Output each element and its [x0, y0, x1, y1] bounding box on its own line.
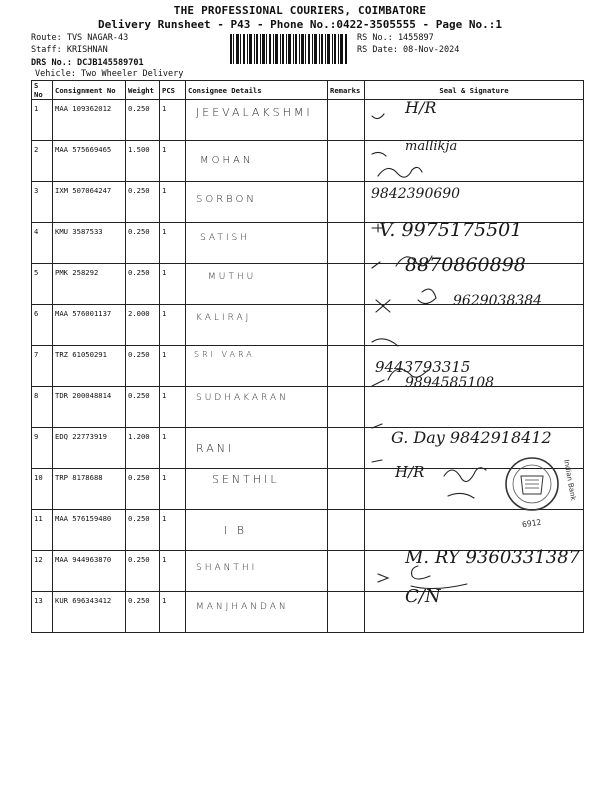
- signature-text: 9629038384: [453, 293, 543, 309]
- signature-cell: [365, 182, 584, 223]
- consignee-name: MOHAN: [200, 155, 254, 166]
- company-title: THE PROFESSIONAL COURIERS, COIMBATORE: [173, 4, 427, 17]
- weight-cell: 0.250: [126, 387, 160, 428]
- table-row: [32, 100, 584, 141]
- sno-cell: 12: [32, 551, 53, 592]
- consignee-cell: [186, 100, 328, 141]
- signature-text: M. RY 9360331387: [405, 547, 580, 568]
- consignee-cell: [186, 387, 328, 428]
- consignee-cell: [186, 510, 328, 551]
- consignee-cell: [186, 305, 328, 346]
- signature-text: 8870860898: [405, 254, 526, 276]
- consignment-cell: MAA 576159480: [53, 510, 126, 551]
- header-seal-signature: Seal & Signature: [365, 81, 584, 100]
- pcs-cell: 1: [160, 264, 186, 305]
- consignee-name: JEEVALAKSHMI: [196, 106, 313, 119]
- consignment-cell: MAA 576001137: [53, 305, 126, 346]
- sno-cell: 6: [32, 305, 53, 346]
- weight-cell: 0.250: [126, 510, 160, 551]
- route-label: Route: TVS NAGAR-43: [31, 33, 129, 43]
- signature-cell: [365, 141, 584, 182]
- remarks-cell: [328, 305, 365, 346]
- remarks-cell: [328, 141, 365, 182]
- consignment-cell: KUR 696343412: [53, 592, 126, 633]
- stamp-text: Indian Bank: [562, 458, 578, 502]
- remarks-cell: [328, 469, 365, 510]
- table-header-row: [32, 81, 584, 100]
- weight-cell: 0.250: [126, 100, 160, 141]
- weight-cell: 0.250: [126, 551, 160, 592]
- consignment-cell: EDQ 22773919: [53, 428, 126, 469]
- weight-cell: 2.000: [126, 305, 160, 346]
- consignee-cell: [186, 428, 328, 469]
- weight-cell: 1.200: [126, 428, 160, 469]
- consignee-cell: [186, 141, 328, 182]
- sno-cell: 8: [32, 387, 53, 428]
- consignee-name: SORBON: [196, 194, 257, 205]
- consignee-name: SRI VARA: [194, 350, 255, 359]
- sno-cell: 9: [32, 428, 53, 469]
- remarks-cell: [328, 592, 365, 633]
- signature-text: 9443793315: [375, 358, 471, 376]
- remarks-cell: [328, 100, 365, 141]
- remarks-cell: [328, 346, 365, 387]
- consignment-cell: KMU 3587533: [53, 223, 126, 264]
- signature-text: 9842390690: [371, 186, 461, 202]
- sno-cell: 3: [32, 182, 53, 223]
- weight-cell: 1.500: [126, 141, 160, 182]
- header-remarks: Remarks: [328, 81, 365, 100]
- consignee-name: MANJHANDAN: [196, 602, 289, 612]
- sno-cell: 1: [32, 100, 53, 141]
- signature-cell: [365, 586, 584, 633]
- sno-cell: 4: [32, 223, 53, 264]
- weight-cell: 0.250: [126, 592, 160, 633]
- pcs-cell: 1: [160, 346, 186, 387]
- rs-number: RS No.: 1455897: [357, 33, 434, 43]
- signature-text: V. 9975175501: [379, 219, 523, 241]
- sno-cell: 10: [32, 469, 53, 510]
- consignee-cell: [186, 469, 328, 510]
- consignment-cell: MAA 944963870: [53, 551, 126, 592]
- sno-cell: 2: [32, 141, 53, 182]
- consignment-cell: TDR 200048814: [53, 387, 126, 428]
- signature-text: G. Day 9842918412: [391, 428, 552, 447]
- table-row: [32, 305, 584, 346]
- consignment-cell: TRP 8178688: [53, 469, 126, 510]
- pcs-cell: 1: [160, 551, 186, 592]
- consignee-cell: [186, 551, 328, 592]
- consignee-name: KALIRAJ: [196, 313, 252, 323]
- consignee-name: SUDHAKARAN: [196, 393, 289, 403]
- sno-cell: 5: [32, 264, 53, 305]
- pcs-cell: 1: [160, 387, 186, 428]
- pcs-cell: 1: [160, 592, 186, 633]
- consignee-cell: [186, 346, 328, 387]
- signature-cell: [365, 375, 584, 428]
- drs-number: DRS No.: DCJB145589701: [31, 58, 144, 68]
- table-row: [32, 346, 584, 387]
- consignment-cell: IXM 507064247: [53, 182, 126, 223]
- table-row: [32, 387, 584, 428]
- remarks-cell: [328, 551, 365, 592]
- weight-cell: 0.250: [126, 223, 160, 264]
- signature-text: C/N: [405, 586, 441, 607]
- consignment-cell: MAA 109362012: [53, 100, 126, 141]
- pcs-cell: 1: [160, 305, 186, 346]
- signature-cell: [365, 547, 584, 592]
- pcs-cell: 1: [160, 182, 186, 223]
- remarks-cell: [328, 223, 365, 264]
- pcs-cell: 1: [160, 469, 186, 510]
- consignee-name: I B: [224, 524, 247, 537]
- header-weight: Weight: [126, 81, 160, 100]
- header-consignee: Consignee Details: [186, 81, 328, 100]
- signature-cell: [365, 293, 584, 346]
- remarks-cell: [328, 428, 365, 469]
- stamp-code: 6912: [521, 517, 542, 530]
- consignee-cell: [186, 223, 328, 264]
- consignee-name: RANI: [196, 442, 235, 455]
- consignment-cell: PMK 258292: [53, 264, 126, 305]
- sno-cell: 13: [32, 592, 53, 633]
- remarks-cell: [328, 510, 365, 551]
- table-row: [32, 592, 584, 633]
- weight-cell: 0.250: [126, 346, 160, 387]
- consignee-cell: [186, 592, 328, 633]
- pcs-cell: 1: [160, 141, 186, 182]
- consignee-cell: [186, 264, 328, 305]
- signature-text: H/R: [405, 98, 437, 117]
- pcs-cell: 1: [160, 100, 186, 141]
- signature-text: H/R: [395, 463, 425, 481]
- table-row: [32, 141, 584, 182]
- pcs-cell: 1: [160, 428, 186, 469]
- remarks-cell: [328, 182, 365, 223]
- consignee-name: MUTHU: [208, 272, 257, 282]
- sno-cell: 11: [32, 510, 53, 551]
- weight-cell: 0.250: [126, 182, 160, 223]
- weight-cell: 0.250: [126, 469, 160, 510]
- signature-text: mallikja: [405, 139, 458, 154]
- barcode-image: [230, 34, 348, 64]
- staff-label: Staff: KRISHNAN: [31, 45, 108, 55]
- runsheet-subtitle: Delivery Runsheet - P43 - Phone No.:0422-3505555 - Page No.:1: [98, 18, 502, 31]
- consignment-cell: TRZ 61050291: [53, 346, 126, 387]
- bank-seal-stamp: [497, 446, 567, 536]
- header-consignment: Consignment No: [53, 81, 126, 100]
- rs-date: RS Date: 08-Nov-2024: [357, 45, 460, 55]
- consignee-name: SATISH: [200, 233, 250, 243]
- consignee-name: SENTHIL: [212, 473, 280, 486]
- pcs-cell: 1: [160, 223, 186, 264]
- remarks-cell: [328, 387, 365, 428]
- table-row: [32, 182, 584, 223]
- table-row: [32, 551, 584, 592]
- consignee-name: SHANTHI: [196, 563, 258, 573]
- signature-cell: [365, 100, 584, 141]
- header-sno: S No: [32, 81, 53, 100]
- signature-text: 9894585108: [405, 375, 495, 391]
- header-pcs: PCS: [160, 81, 186, 100]
- weight-cell: 0.250: [126, 264, 160, 305]
- vehicle-label: Vehicle: Two Wheeler Delivery: [35, 69, 184, 79]
- pcs-cell: 1: [160, 510, 186, 551]
- remarks-cell: [328, 264, 365, 305]
- consignment-cell: MAA 575669465: [53, 141, 126, 182]
- runsheet-table: [31, 80, 584, 633]
- consignee-cell: [186, 182, 328, 223]
- sno-cell: 7: [32, 346, 53, 387]
